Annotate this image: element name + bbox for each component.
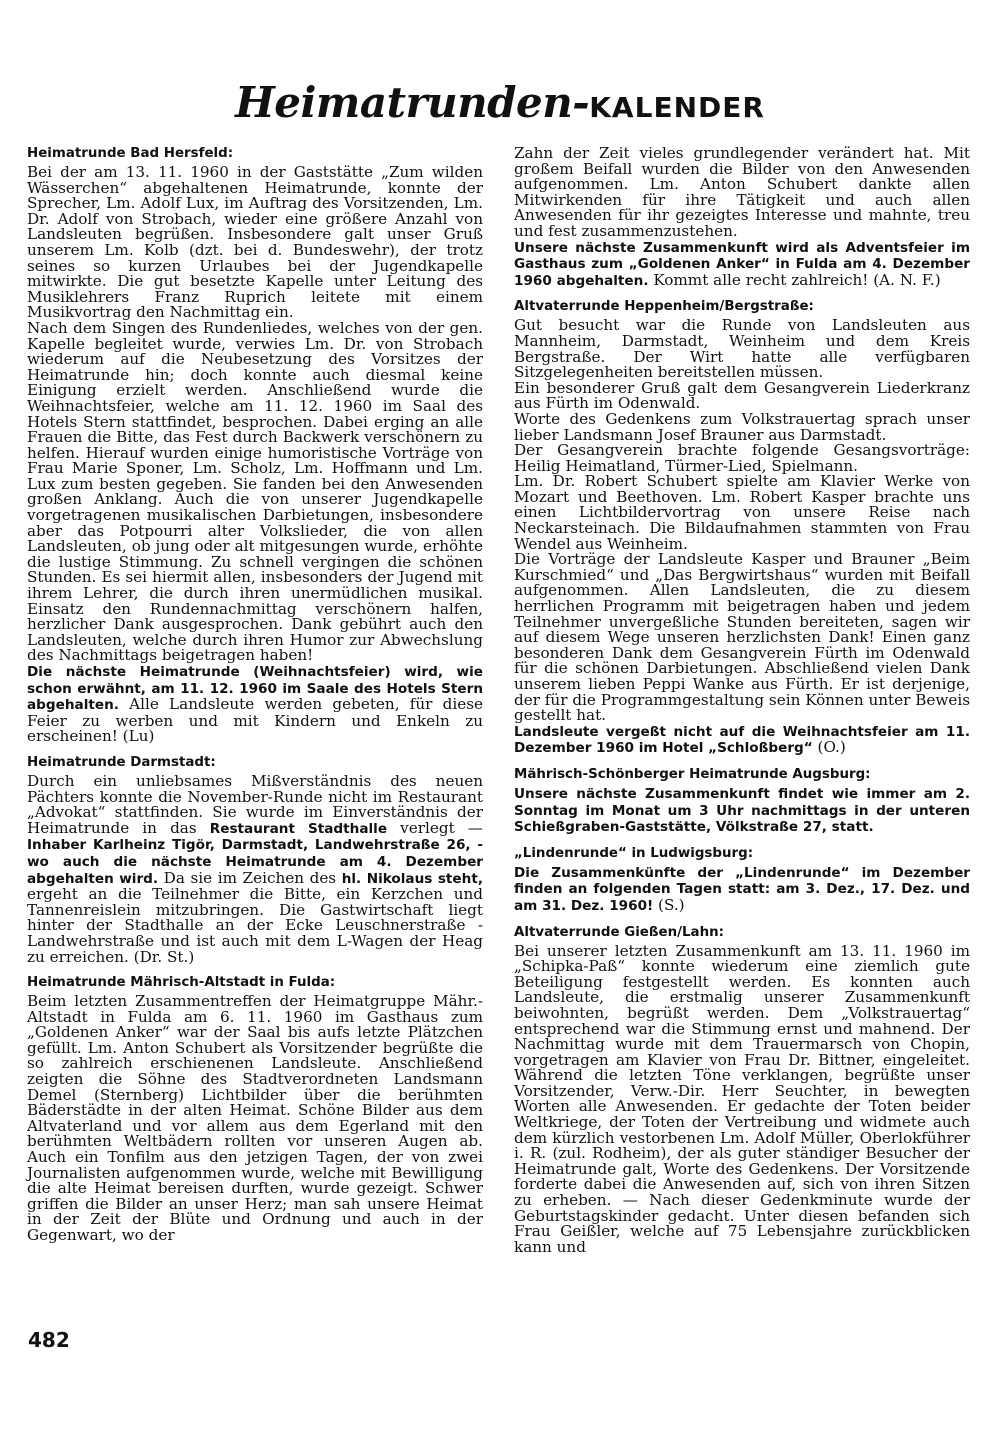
bold-announcement: Die Zusammenkünfte der „Lindenrunde“ im Dezember finden an folgenden Tagen statt: am 3. Dez., 17. Dez. und am 31. Dez. 1960! bbox=[514, 864, 970, 914]
article-paragraph: Beim letzten Zusammentreffen der Heimatgruppe Mähr.-Altstadt in Fulda am 6. 11. 1960 im Gasthaus zum „Goldenen Anker“ war der Saal bis aufs letzte Plätzchen gefüllt. Lm. Anton Schubert als Vorsitzender begrüßte die so zahlreich erschienenen Landsleute. Anschließend zeigten die Söhne des Stadtverordneten Landsmann Demel (Sternberg) Lichtbilder über die berühmten Bäderstädte in der alten Heimat. Schöne Bilder aus dem Altvaterland und vor allem aus dem Egerland mit den berühmten Weltbädern rollten vor unseren Augen ab. Auch ein Tonfilm aus den jetzigen Tagen, der von zwei Journalisten aufgenommen wurde, welche mit Bewilligung die alte Heimat bereisen durften, wurde gezeigt. Schwer griffen die Bilder an unser Herz; man sah unsere Heimat in der Zeit der Blüte und Ordnung und auch in der Gegenwart, wo der bbox=[27, 992, 483, 1244]
article-heading: „Lindenrunde“ in Ludwigsburg: bbox=[514, 845, 754, 861]
text-run: Durch ein unliebsames Mißverständnis des neuen Pächters konnte die November-Runde nicht im Restaurant „Advokat“ stattfinden. Sie wurde im Einverständnis der Heimatrunde in das bbox=[27, 771, 483, 837]
article-heading: Altvaterrunde Gießen/Lahn: bbox=[514, 924, 724, 940]
article-heading: Heimatrunde Darmstadt: bbox=[27, 754, 216, 770]
article-paragraph: Die Vorträge der Landsleute Kasper und Brauner „Beim Kurschmied“ und „Das Bergwirtshaus“ wurden mit Beifall aufgenommen. Allen Landsleuten, die zu diesem herrlichen Programm mit beigetragen haben und jedem Teilnehmer unvergeßliche Stunden bereiteten, sagen wir auf diesem Wege unseren herzlichsten Dank! Einen ganz besonderen Dank dem Gesangverein Fürth im Odenwald für die schönen Darbietungen. Abschließend vielen Dank unserem lieben Peppi Wanke aus Fürth. Er ist derjenige, der für die Programmgestaltung sein Können unter Beweis gestellt hat. bbox=[514, 550, 970, 725]
bold-announcement: Landsleute vergeßt nicht auf die Weihnachtsfeier am 11. Dezember 1960 im Hotel „Schloßberg“ bbox=[514, 723, 970, 757]
bold-announcement: Unsere nächste Zusammenkunft findet wie immer am 2. Sonntag im Monat um 3 Uhr nachmittags in der unteren Schießgraben-Gaststätte, Völkstraße 27, statt. bbox=[514, 785, 970, 836]
article-paragraph: Zahn der Zeit vieles grundlegender verändert hat. Mit großem Beifall wurden die Bilder von den Anwesenden aufgenommen. Lm. Anton Schubert dankte allen Mitwirkenden für ihre Tätigkeit und auch allen Anwesenden für ihr gezeigtes Interesse und mahnte, treu und fest zusammenzustehen. bbox=[514, 144, 970, 240]
announcement-tail: Alle Landsleute werden gebeten, für diese Feier zu werben und mit Kindern und Enkeln zu erscheinen! (Lu) bbox=[27, 695, 483, 746]
article-heppenheim bbox=[514, 299, 970, 757]
right-column bbox=[514, 146, 970, 1265]
article-paragraph: Worte des Gedenkens zum Volkstrauertag sprach unser lieber Landsmann Josef Brauner aus Darmstadt. bbox=[514, 409, 970, 444]
article-darmstadt bbox=[27, 755, 483, 965]
article-augsburg bbox=[514, 767, 970, 836]
article-bad-hersfeld bbox=[27, 146, 483, 745]
article-paragraph: Lm. Dr. Robert Schubert spielte am Klavier Werke von Mozart und Beethoven. Lm. Robert Kasper brachte uns einen Lichtbildervortrag von unsere Reise nach Neckarsteinach. Die Bildaufnahmen stammten von Frau Wendel aus Weinheim. bbox=[514, 472, 970, 553]
article-paragraph: Gut besucht war die Runde von Landsleuten aus Mannheim, Darmstadt, Weinheim und dem Kreis Bergstraße. Der Wirt hatte alle verfügbaren Sitzgelegenheiten bereitstellen müssen. bbox=[514, 316, 970, 382]
article-paragraph bbox=[514, 786, 970, 836]
article-heading: Heimatrunde Mährisch-Altstadt in Fulda: bbox=[27, 975, 336, 991]
article-heading: Heimatrunde Bad Hersfeld: bbox=[27, 146, 234, 161]
text-run: verlegt — bbox=[387, 818, 483, 837]
article-heading: Mährisch-Schönberger Heimatrunde Augsburg: bbox=[514, 766, 871, 782]
page-number: 482 bbox=[28, 1328, 70, 1352]
article-paragraph bbox=[27, 771, 483, 966]
announcement-tail: (O.) bbox=[812, 738, 846, 757]
announcement-tail: Kommt alle recht zahlreich! (A. N. F.) bbox=[648, 270, 941, 289]
article-paragraph bbox=[27, 664, 483, 745]
article-paragraph: Bei der am 13. 11. 1960 in der Gaststätte „Zum wilden Wässerchen“ abgehaltenen Heimatrunde, konnte der Sprecher, Lm. Adolf Lux, im Auftrag des Vorsitzenden, Lm. Dr. Adolf von Strobach, wieder eine größere Anzahl von Landsleuten begrüßen. Insbesondere galt unser Gruß unserem Lm. Kolb (dzt. bei d. Bundeswehr), der trotz seines so kurzen Urlaubes bei der Jugendkapelle mitwirkte. Die gut besetzte Kapelle unter Leitung des Musiklehrers Franz Ruprich leitete mit einem Musikvortrag den Nachmittag ein. bbox=[27, 163, 483, 322]
bold-run: Restaurant Stadthalle bbox=[209, 820, 388, 837]
article-paragraph: Der Gesangverein brachte folgende Gesangsvorträge: Heilig Heimatland, Türmer-Lied, Spielmann. bbox=[514, 441, 970, 475]
article-paragraph bbox=[514, 865, 970, 915]
masthead-caps: KALENDER bbox=[589, 91, 765, 124]
article-paragraph bbox=[514, 240, 970, 290]
article-fulda-continued bbox=[514, 146, 970, 289]
article-paragraph: Bei unserer letzten Zusammenkunft am 13. 11. 1960 im „Schipka-Paß“ konnte wiederum eine ziemlich gute Beteiligung festgestellt werden. Es konnten auch Landsleute, die erstmalig unserer Zusammenkunft beiwohnten, begrüßt werden. Dem „Volkstrauertag“ entsprechend war die Stimmung ernst und mahnend. Der Nachmittag wurde mit dem Trauermarsch von Chopin, vorgetragen am Klavier von Frau Dr. Bittner, eingeleitet. Während die letzten Töne verklangen, begrüßte unser Vorsitzender, Verw.-Dir. Herr Seuchter, in bewegten Worten alle Anwesenden. Er gedachte der Toten beider Weltkriege, der Toten der Vertreibung und widmete auch dem kürzlich vestorbenen Lm. Adolf Müller, Oberlokführer i. R. (zul. Rodheim), der als guter ständiger Besucher der Heimatrunde galt, Worte des Gedenkens. Der Vorsitzende forderte dabei die Anwesenden auf, sich von ihren Sitzen zu erheben. — Nach dieser Gedenkminute wurde der Geburtstagskinder gedacht. Unter diesen befanden sich Frau Geißler, welche auf 75 Lebensjahre zurückblicken kann und bbox=[514, 941, 970, 1256]
bold-run: hl. Nikolaus steht, bbox=[341, 870, 483, 887]
article-ludwigsburg bbox=[514, 846, 970, 915]
bold-run: Inhaber Karlheinz Tigör, Darmstadt, Landwehrstraße 26, - wo auch die nächste Heimatrunde am 4. Dezember abgehalten wird. bbox=[27, 837, 483, 887]
announcement-tail: (S.) bbox=[653, 895, 685, 914]
text-run: Da sie im Zeichen des bbox=[158, 868, 342, 887]
masthead-script: Heimatrunden- bbox=[235, 78, 590, 127]
article-giessen bbox=[514, 925, 970, 1256]
left-column bbox=[27, 146, 483, 1254]
section-masthead bbox=[0, 78, 1000, 127]
article-paragraph bbox=[514, 724, 970, 757]
article-fulda bbox=[27, 975, 483, 1244]
article-heading: Altvaterrunde Heppenheim/Bergstraße: bbox=[514, 299, 814, 315]
article-paragraph: Nach dem Singen des Rundenliedes, welches von der gen. Kapelle begleitet wurde, verwies Lm. Dr. von Strobach wiederum auf die Neubesetzung des Vorsitzes der Heimatrunde hin; doch konnte auch diesmal keine Einigung erzielt werden. Anschließend wurde die Weihnachtsfeier, welche am 11. 12. 1960 im Saal des Hotels Stern stattfindet, besprochen. Dabei erging an alle Frauen die Bitte, das Fest durch Backwerk verschönern zu helfen. Hierauf wurden einige humoristische Vorträge von Frau Marie Sponer, Lm. Scholz, Lm. Hoffmann und Lm. Lux zum besten gegeben. Sie fanden bei den Anwesenden großen Anklang. Auch die von unserer Jugendkapelle vorgetragenen musikalischen Darbietungen, insbesondere aber das Potpourri alter Volkslieder, die von allen Landsleuten, ob jung oder alt mitgesungen wurde, erhöhte die lustige Stimmung. Zu schnell vergingen die schönen Stunden. Es sei hiermit allen, insbesonders der Jugend mit ihrem Lehrer, die durch ihren unermüdlichen musikal. Einsatz den Rundennachmittag verschönern halfen, herzlicher Dank ausgesprochen. Dank gebührt auch den Landsleuten, welche durch ihren Humor zur Abwechslung des Nachmittags beigetragen haben! bbox=[27, 318, 483, 665]
bold-announcement: Die nächste Heimatrunde (Weihnachtsfeier) wird, wie schon erwähnt, am 11. 12. 1960 im Saale des Hotels Stern abgehalten. bbox=[27, 664, 483, 714]
text-run: ergeht an die Teilnehmer die Bitte, ein Kerzchen und Tannenreislein mitzubringen. Die Gastwirtschaft liegt hinter der Stadthalle an der Ecke Leuschnerstraße - Landwehrstraße und ist auch mit dem L-Wagen der Heag zu erreichen. (Dr. St.) bbox=[27, 885, 483, 966]
bold-announcement: Unsere nächste Zusammenkunft wird als Adventsfeier im Gasthaus zum „Goldenen Anker“ in Fulda am 4. Dezember 1960 abgehalten. bbox=[514, 239, 970, 289]
article-paragraph: Ein besonderer Gruß galt dem Gesangverein Liederkranz aus Fürth im Odenwald. bbox=[514, 378, 970, 413]
